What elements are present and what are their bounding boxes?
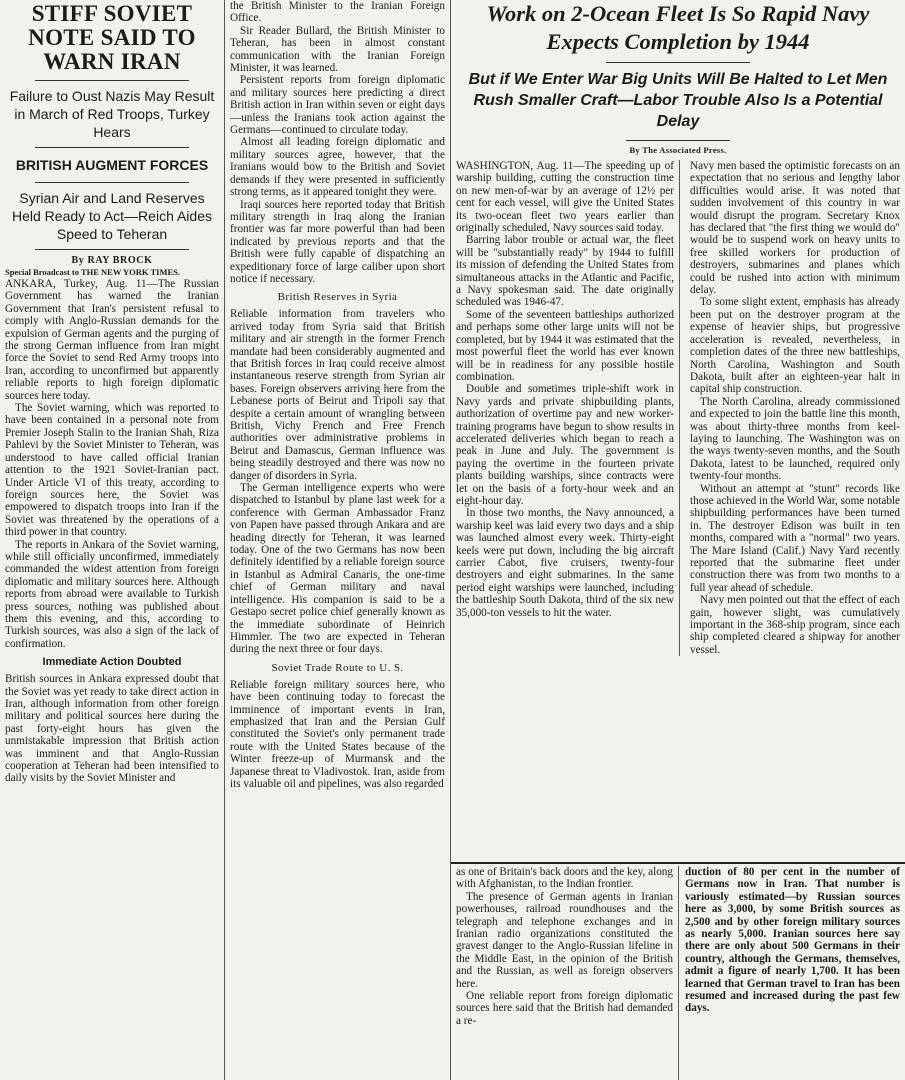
paragraph: To some slight extent, emphasis has already been put on the destroyer program at the expense of heavier ships, but progressive acceleration is revealed, nevertheless, in completion dates of the three new battleships, North Carolina, Washington and South Dakota, built after an eighteen-year halt in capital ship construction. bbox=[690, 296, 900, 396]
fleet-article bbox=[451, 0, 905, 862]
paragraph: The reports in Ankara of the Soviet warning, while still officially unconfirmed, immediately commanded the widest attention from foreign diplomatic and military sources here. Although reports from abroad were available to Turkish press sources, nothing was published about them this evening, and this, according to Turkish sources, was also a sign of the lack of confirmation. bbox=[5, 538, 219, 650]
divider bbox=[626, 140, 730, 141]
paragraph: The presence of German agents in Iranian powerhouses, railroad roundhouses and the telegraph and telephone exchanges and in Iranian radio organizations constituted the gravest danger to the Anglo-Russian lifeline in the Middle East, in the opinion of the British and the Russian, as well as foreign observers here. bbox=[456, 890, 673, 990]
fleet-column-b bbox=[690, 160, 900, 656]
paragraph: Double and sometimes triple-shift work in Navy yards and private shipbuilding plants, authorization of overtime pay and new worker-training programs have begun to show results in accelerated deliveries which began to reach a peak in June and July. The government is paying the overtime in the fourteen private plants building warships, since contracts were let on the basis of a forty-hour week and an eight-hour day. bbox=[456, 383, 674, 507]
subhead-trade-route: Soviet Trade Route to U. S. bbox=[271, 661, 404, 674]
paragraph: duction of 80 per cent in the number of Germans now in Iran. That number is variously estimated—by Russian sources here as 3,000, by some British sources as 2,500 and by other foreign military sources as nearly 5,000. Iranian sources here say there are only about 500 Germans in their country, although the Germans, themselves, admit a figure of nearly 1,700. It has been learned that German travel to Iran has been resumed and increased during the past few days. bbox=[685, 866, 900, 1015]
paragraph: as one of Britain's back doors and the key, along with Afghanistan, to the Indian frontier. bbox=[456, 866, 673, 891]
deck-failure: Failure to Oust Nazis May Result in March of Red Troops, Turkey Hears bbox=[9, 88, 215, 140]
deck-syrian: Syrian Air and Land Reserves Held Ready to Act—Reich Aides Speed to Teheran bbox=[12, 190, 212, 242]
paragraph: The Soviet warning, which was reported to have been contained in a personal note from Premier Joseph Stalin to the Iranian Shah, Riza Pahlevi by the Soviet Minister to Teheran, was understood to have called official Iranian attention to the 1921 Soviet-Iranian pact. Under Article VI of this treaty, according to foreign sources here, the Soviet was empowered to dispatch troops into Iran if the Soviet was threatened by the operations of a third power in that country. bbox=[5, 402, 219, 539]
divider bbox=[35, 249, 189, 250]
paragraph: British sources in Ankara expressed doubt that the Soviet was yet ready to take direct action in Iran, although information from other foreign military and political sources here during the past forty-eight hours has given the unmistakable impression that British action was imminent and that Anglo-Russian cooperation at Teheran had been intensified to daily visits by the Soviet Minister and bbox=[5, 673, 219, 785]
paragraph: the British Minister to the Iranian Foreign Office. bbox=[230, 0, 445, 25]
paragraph: The German intelligence experts who were dispatched to Istanbul by plane last week for a conference with German Ambassador Franz von Papen have passed through Ankara and are heading directly for Teheran, it was learned today. One of the two Germans has now been definitely identified by a reliable foreign source in Istanbul as Admiral Canaris, the one-time chief of German military and naval intelligence. His companion is said to be a Gestapo secret police chief generally known as the immediate subordinate of Heinrich Himmler. The two are expected in Teheran during the next three or four days. bbox=[230, 482, 445, 656]
paragraph: Almost all leading foreign diplomatic and military sources agree, however, that the Iranians would bow to the British and Soviet demands if they were presented in sufficiently strong terms, as it appeared tonight they were. bbox=[230, 136, 445, 199]
paragraph: Reliable foreign military sources here, who have been continuing today to forecast the imminence of important events in Iran, emphasized that Iran and the Persian Gulf constituted the Soviet's only permanent trade route with the United States because of the Winter freeze-up of Murmansk and the Japanese threat to Vladivostok. Iran, aside from its valuable oil and pipelines, was also regarded bbox=[230, 678, 445, 790]
column-2 bbox=[225, 0, 450, 1080]
paragraph: Some of the seventeen battleships authorized and perhaps some other large units will not be completed, but by 1944 it was estimated that the most powerful fleet the world has ever known will be in readiness for any possible hostile combination. bbox=[456, 308, 674, 383]
subhead-immediate-action: Immediate Action Doubted bbox=[42, 656, 182, 669]
column-3-continued bbox=[451, 866, 679, 1080]
paragraph: In those two months, the Navy announced, a warship keel was laid every two days and a ship was launched almost every week. Thirty-eight keels were put down, including the big aircraft carrier Cabot, five cruisers, twenty-four destroyers and eight submarines. In the same period eight warships were launched, including the battleship South Dakota, third of the six new 35,000-ton vessels to hit the water. bbox=[456, 507, 674, 619]
divider bbox=[606, 62, 750, 63]
deck-fleet: But if We Enter War Big Units Will Be Halted to Let Men Rush Smaller Craft—Labor Trouble Also Is a Potential Delay bbox=[468, 71, 888, 130]
divider bbox=[35, 80, 189, 81]
paragraph: Reliable information from travelers who arrived today from Syria said that British military and air strength in the former French mandate had been considerably augmented and that British forces in Iraq could receive almost instantaneous reserve strength from Syrian air bases. Foreign observers arriving here from the Lebanese ports of Beirut and Tripoli say that despite a certain amount of wrangling between British, Vichy French and Free French authorities over administrative problems in Beirut and Damascus, German influence was being steadily destroyed and there was now no danger of disorders in Syria. bbox=[230, 308, 445, 482]
paragraph: Navy men pointed out that the effect of each gain, however slight, was cumulatively important in the 368-ship program, since each ship completed cleared a shipway for another vessel. bbox=[690, 594, 900, 656]
paragraph: One reliable report from foreign diplomatic sources here said that the British had demanded a re- bbox=[456, 990, 673, 1027]
subhead-british-reserves: British Reserves in Syria bbox=[277, 291, 398, 304]
fleet-bottom-rule bbox=[451, 862, 905, 864]
column-4-continued bbox=[680, 866, 905, 1080]
paragraph: ANKARA, Turkey, Aug. 11—The Russian Government has warned the Iranian Government that Iran's persistent refusal to comply with Anglo-Russian demands for the expulsion of German agents and the purging of the strong German influence from Iran might force the Soviet to send Red Army troops into Iran, according to unconfirmed but apparently reliable reports to high foreign diplomatic sources here today. bbox=[5, 278, 219, 402]
column-1 bbox=[0, 0, 224, 1080]
credit-line: Special Broadcast to THE NEW YORK TIMES. bbox=[5, 267, 180, 277]
deck-british-forces: BRITISH AUGMENT FORCES bbox=[15, 157, 209, 173]
divider bbox=[35, 182, 189, 183]
paragraph: WASHINGTON, Aug. 11—The speeding up of warship building, cutting the construction time on new men-of-war by an average of 12½ per cent for each vessel, will give the United States its two-ocean fleet two years earlier than originally scheduled, Navy sources said today. bbox=[456, 160, 674, 235]
paragraph: Sir Reader Bullard, the British Minister to Teheran, has been in almost constant communication with the Iranian Foreign Minister, it was learned. bbox=[230, 24, 445, 75]
credit-ap: By The Associated Press. bbox=[629, 145, 727, 155]
byline: By RAY BROCK bbox=[71, 255, 153, 266]
divider bbox=[35, 147, 189, 148]
paragraph: Iraqi sources here reported today that British military strength in Iraq along the Iranian frontier was far more powerful than had been indicated by previous reports and that the British were fully capable of dispatching an expeditionary force of large caliber upon short notice if necessary. bbox=[230, 198, 445, 285]
paragraph: Navy men based the optimistic forecasts on an expectation that no serious and lengthy labor difficulties would arise. It was noted that sudden involvement of this country in war would disrupt the program. Secretary Knox has declared that "the first thing we would do" would be to suspend work on heavy units to free skilled workers for production of destroyers, submarines and planes which could be rushed into action with minimum delay. bbox=[690, 160, 900, 297]
paragraph: Persistent reports from foreign diplomatic and military sources here predicting a direct British action in Iran within seven or eight days—unless the Iranians took action against the Germans—continued to circulate today. bbox=[230, 74, 445, 137]
paragraph: Without an attempt at "stunt" records like those achieved in the World War, some notable shipbuilding performances have been turned in. The destroyer Edison was built in ten months, compared with a "normal" two years. The Mare Island (Calif.) Navy Yard recently reported that the submarine fleet under construction there was from two months to a full year ahead of schedule. bbox=[690, 482, 900, 594]
paragraph: Barring labor trouble or actual war, the fleet will be "substantially ready" by 1944 to fulfill its mission of defending the United States from simultaneous attacks in the Atlantic and Pacific, a Navy spokesman said. The date originally scheduled was 1946-47. bbox=[456, 234, 674, 309]
paragraph: The North Carolina, already commissioned and expected to join the battle line this month, was about thirty-three months from keel-laying to launching. The Washington was on the ways twenty-seven months, and the South Dakota, latest to be launched, required only twenty-four months. bbox=[690, 395, 900, 483]
fleet-column-a bbox=[456, 160, 680, 656]
headline-iran: STIFF SOVIET NOTE SAID TO WARN IRAN bbox=[28, 1, 196, 74]
headline-fleet: Work on 2-Ocean Fleet Is So Rapid Navy Expects Completion by 1944 bbox=[486, 1, 870, 54]
